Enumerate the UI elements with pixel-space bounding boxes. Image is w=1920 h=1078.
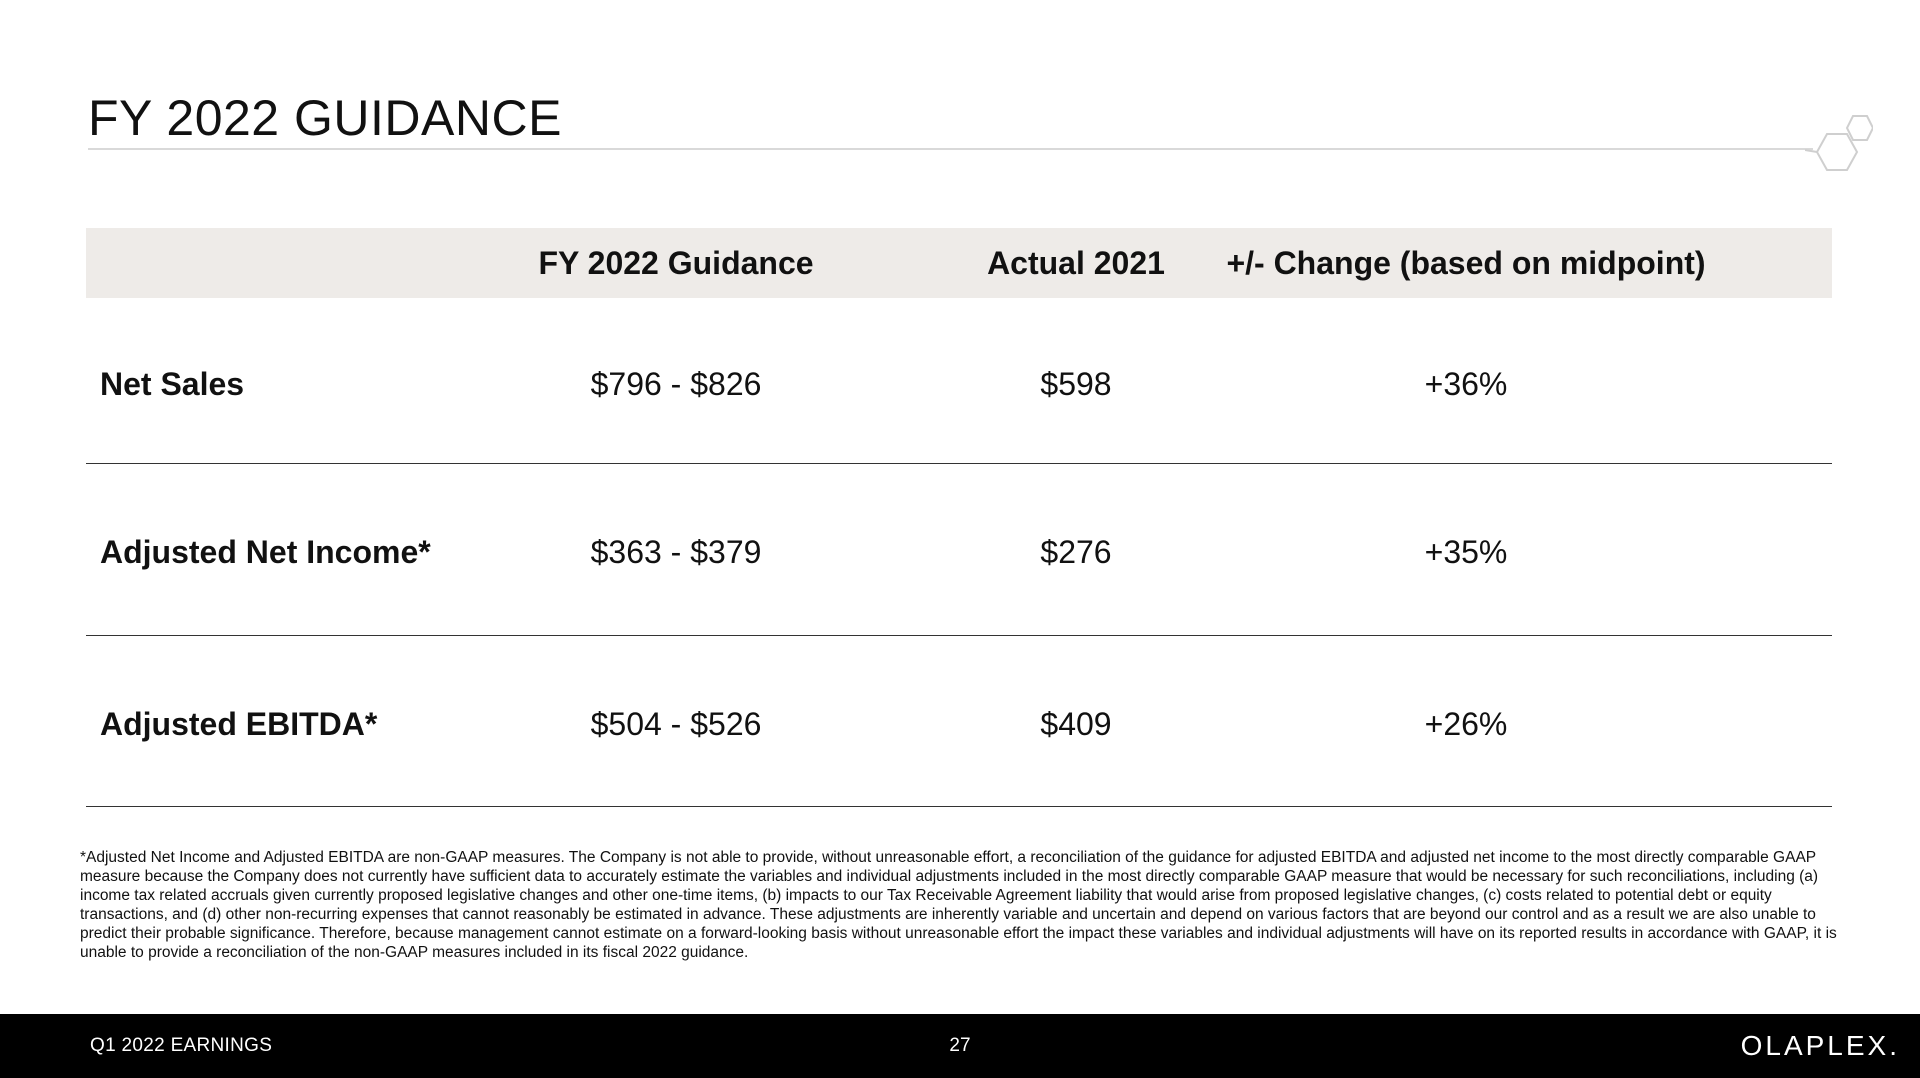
table-row bbox=[86, 314, 1832, 454]
table-header bbox=[86, 228, 1832, 298]
footnote: *Adjusted Net Income and Adjusted EBITDA are non-GAAP measures. The Company is not able to provide, without unreasonable effort, a reconciliation of the guidance for adjusted EBITDA and adjusted net income to the most directly comparable GAAP measure because the Company does not currently have sufficient data to accurately estimate the variables and individual adjustments included in the most directly comparable GAAP measure that would be necessary for such reconciliations, including (a) income tax related accruals given currently proposed legislative changes and other one-time items, (b) impacts to our Tax Receivable Agreement liability that would arise from proposed legislative changes, (c) costs related to potential debt or equity transactions, and (d) other non-recurring expenses that cannot reasonably be estimated in advance. These adjustments are inherently variable and uncertain and depend on various factors that are beyond our control and as a result we are also unable to predict their probable significance. Therefore, because management cannot estimate on a forward-looking basis without unreasonable effort the impact these variables and individual adjustments will have on its reported results in accordance with GAAP, it is unable to provide a reconciliation of the non-GAAP measures included in its fiscal 2022 guidance. bbox=[80, 849, 1837, 961]
row-divider bbox=[86, 806, 1832, 807]
cell-guidance: $504 - $526 bbox=[590, 705, 762, 742]
column-header-guidance: FY 2022 Guidance bbox=[538, 245, 814, 281]
cell-actual: $276 bbox=[1040, 533, 1112, 570]
row-label-adjusted-ebitda: Adjusted EBITDA* bbox=[100, 705, 378, 742]
column-header-actual: Actual 2021 bbox=[987, 245, 1165, 281]
row-divider bbox=[86, 463, 1832, 464]
cell-change: +36% bbox=[1424, 365, 1508, 402]
row-divider bbox=[86, 635, 1832, 636]
row-label-adjusted-net-income: Adjusted Net Income* bbox=[100, 533, 431, 570]
cell-actual: $409 bbox=[1040, 705, 1112, 742]
cell-guidance: $363 - $379 bbox=[590, 533, 762, 570]
column-header-change: +/- Change (based on midpoint) bbox=[1226, 245, 1706, 281]
row-label-net-sales: Net Sales bbox=[100, 365, 245, 402]
hexagon-cluster-icon bbox=[1805, 110, 1873, 178]
cell-change: +26% bbox=[1424, 705, 1508, 742]
footer-label: Q1 2022 EARNINGS bbox=[90, 1035, 273, 1056]
title-divider bbox=[88, 148, 1813, 150]
table-row bbox=[86, 654, 1832, 794]
footer-bar bbox=[0, 1014, 1920, 1078]
page-title: FY 2022 GUIDANCE bbox=[88, 90, 562, 146]
page-number: 27 bbox=[949, 1035, 971, 1056]
brand-logo: OLAPLEX. bbox=[1740, 1030, 1900, 1061]
table-row bbox=[86, 482, 1832, 622]
cell-actual: $598 bbox=[1040, 365, 1112, 402]
cell-change: +35% bbox=[1424, 533, 1508, 570]
cell-guidance: $796 - $826 bbox=[590, 365, 762, 402]
